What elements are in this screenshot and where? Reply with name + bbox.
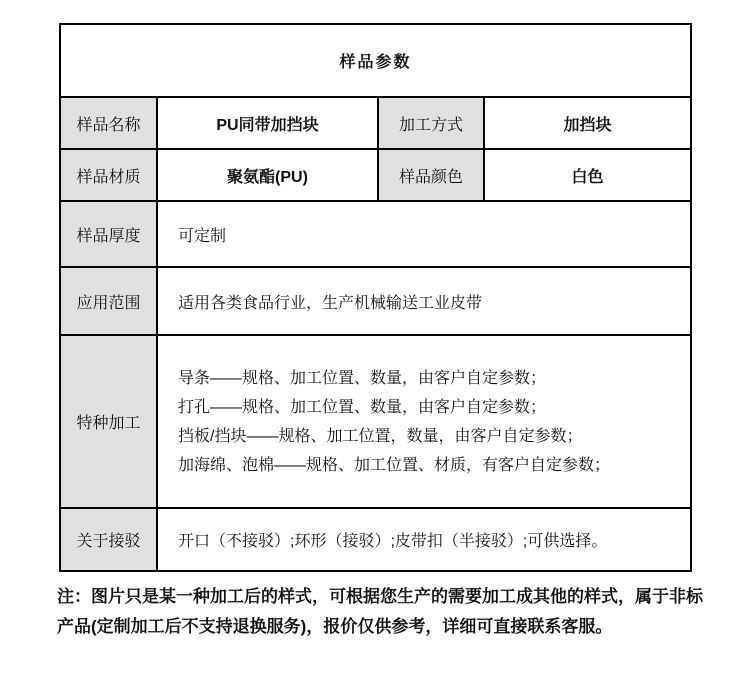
sample-color-label: 样品颜色 (378, 149, 484, 201)
special-processing-line-baffles: 挡板/挡块——规格、加工位置，数量，由客户自定参数； (178, 427, 583, 445)
sample-thickness-value: 可定制 (157, 201, 691, 267)
table-row (60, 508, 691, 571)
table-row (60, 149, 691, 201)
processing-method-value: 加挡块 (484, 97, 691, 149)
sample-material-label: 样品材质 (60, 149, 157, 201)
sample-name-value: PU同带加挡块 (157, 97, 378, 149)
splicing-value: 开口（不接驳）;环形（接驳）;皮带扣（半接驳）;可供选择。 (157, 508, 691, 571)
sample-material-value: 聚氨酯(PU) (157, 149, 378, 201)
sample-thickness-label: 样品厚度 (60, 201, 157, 267)
special-processing-value (157, 335, 691, 508)
special-processing-line-guide-strips: 导条——规格、加工位置、数量，由客户自定参数； (178, 369, 547, 387)
sample-name-label: 样品名称 (60, 97, 157, 149)
special-processing-line-sponge-foam: 加海绵、泡棉——规格、加工位置、材质，有客户自定参数； (178, 456, 611, 474)
application-scope-label: 应用范围 (60, 267, 157, 335)
table-row (60, 335, 691, 508)
application-scope-value: 适用各类食品行业，生产机械输送工业皮带 (157, 267, 691, 335)
footnote (57, 582, 717, 642)
table-row (60, 201, 691, 267)
sample-parameters-table (59, 23, 692, 572)
table-row (60, 97, 691, 149)
footnote-line-1: 注：图片只是某一种加工后的样式，可根据您生产的需要加工成其他的样式，属于非标 (57, 587, 703, 606)
splicing-label: 关于接驳 (60, 508, 157, 571)
processing-method-label: 加工方式 (378, 97, 484, 149)
footnote-line-2: 产品(定制加工后不支持退换服务)，报价仅供参考，详细可直接联系客服。 (57, 617, 613, 636)
table-title: 样品参数 (60, 24, 691, 97)
table-title-row (60, 24, 691, 97)
table-row (60, 267, 691, 335)
special-processing-label: 特种加工 (60, 335, 157, 508)
special-processing-line-punching: 打孔——规格、加工位置、数量，由客户自定参数； (178, 398, 547, 416)
sample-color-value: 白色 (484, 149, 691, 201)
